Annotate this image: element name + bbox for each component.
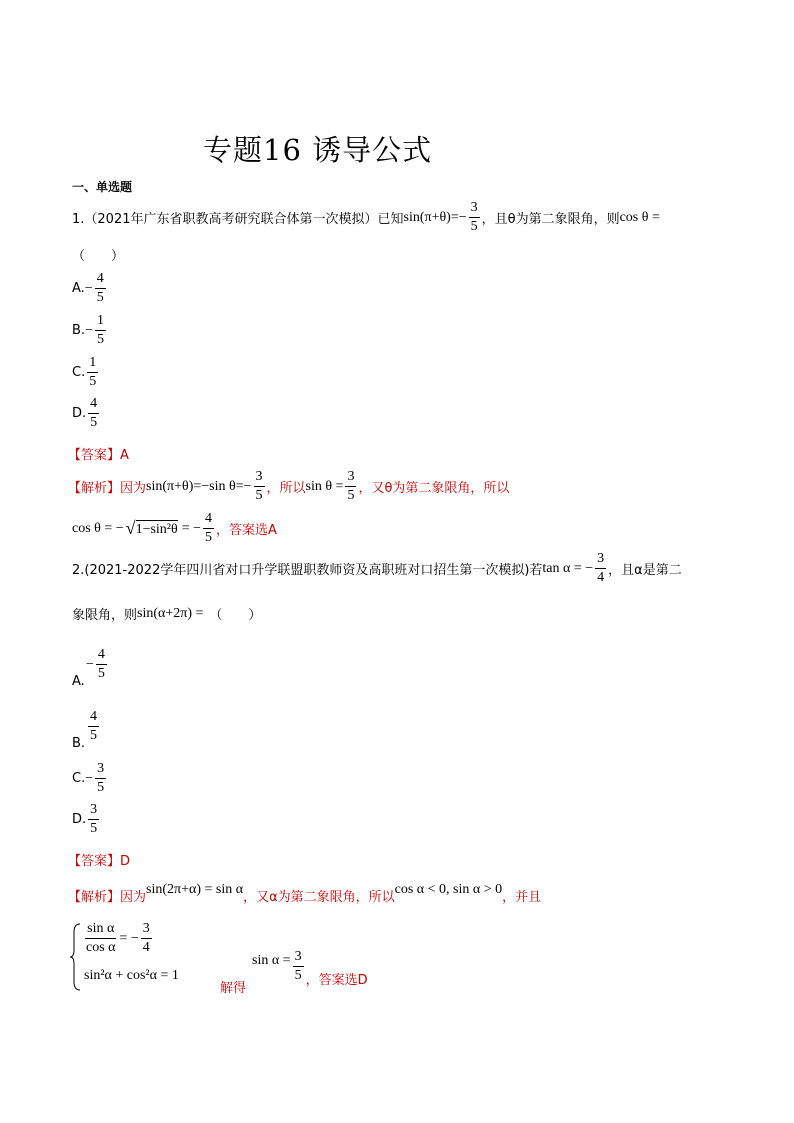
- solve-label: 解得: [220, 981, 247, 996]
- q2-result: sin α = $\frac{3}{5}$ ，答案选D: [252, 949, 368, 988]
- q2-analysis: 【解析】 因为 sin(2π+α) = sin α ，又α为第二象限角，所以 cos α < 0, sin α > 0 ，并且: [68, 881, 542, 905]
- q2-option-d: D. $\frac{3}{5}$: [72, 802, 98, 836]
- q2-option-c: C. − $\frac{3}{5}$: [72, 761, 105, 795]
- q1-option-d: D. $\frac{4}{5}$: [72, 396, 98, 430]
- q1-paren: （ ）: [72, 249, 125, 264]
- page-title: 专题16 诱导公式: [203, 133, 433, 167]
- equation-system: [70, 922, 220, 992]
- q1-option-a: A. − $\frac{4}{5}$: [72, 271, 104, 305]
- q2-answer: 【答案】D: [68, 854, 131, 869]
- sqrt-sign: √: [125, 518, 136, 538]
- q1-option-c: C. $\frac{1}{5}$: [72, 355, 97, 389]
- system-equation-2: sin²α + cos²α = 1: [84, 968, 179, 983]
- question-2-stem-line-2: 象限角，则 sin(α+2π) = （ ）: [72, 605, 262, 623]
- q1-equation: sin(π+θ)=−: [403, 209, 467, 225]
- q1-answer: 【答案】A: [68, 448, 129, 463]
- q1-equation-2: cos θ =: [619, 209, 660, 225]
- left-brace-icon: [70, 922, 82, 992]
- q1-text-mid: ，且θ为第二象限角，则: [481, 212, 620, 227]
- q1-option-b: B. − $\frac{1}{5}$: [72, 313, 104, 347]
- q1-text-pre: 1.（2021年广东省职教高考研究联合体第一次模拟）已知: [72, 212, 404, 227]
- q1-analysis-line-2: cos θ = − √ 1−sin²θ = − $\frac{4}{5}$ ，答案选A: [72, 511, 277, 545]
- question-2-stem: 2.(2021-2022学年四川省对口升学联盟职教师资及高职班对口招生第一次模拟)若 tan α = − $\frac{3}{4}$ ，且α是第二: [72, 551, 682, 585]
- system-equation-1: $\frac{\text{sin α}}{\text{cos α}}$ = − $\frac{3}{4}$: [86, 921, 150, 955]
- q1-analysis: 【解析】 因为 sin(π+θ)=−sin θ=− $\frac{3}{5}$ ，所以 sin θ = $\frac{3}{5}$ ，又θ为第二象限角，所以: [68, 469, 510, 503]
- question-1-stem: [72, 201, 660, 234]
- section-heading: 一、单选题: [72, 180, 133, 194]
- q1-fraction: $\frac{3}{5}$: [470, 200, 478, 234]
